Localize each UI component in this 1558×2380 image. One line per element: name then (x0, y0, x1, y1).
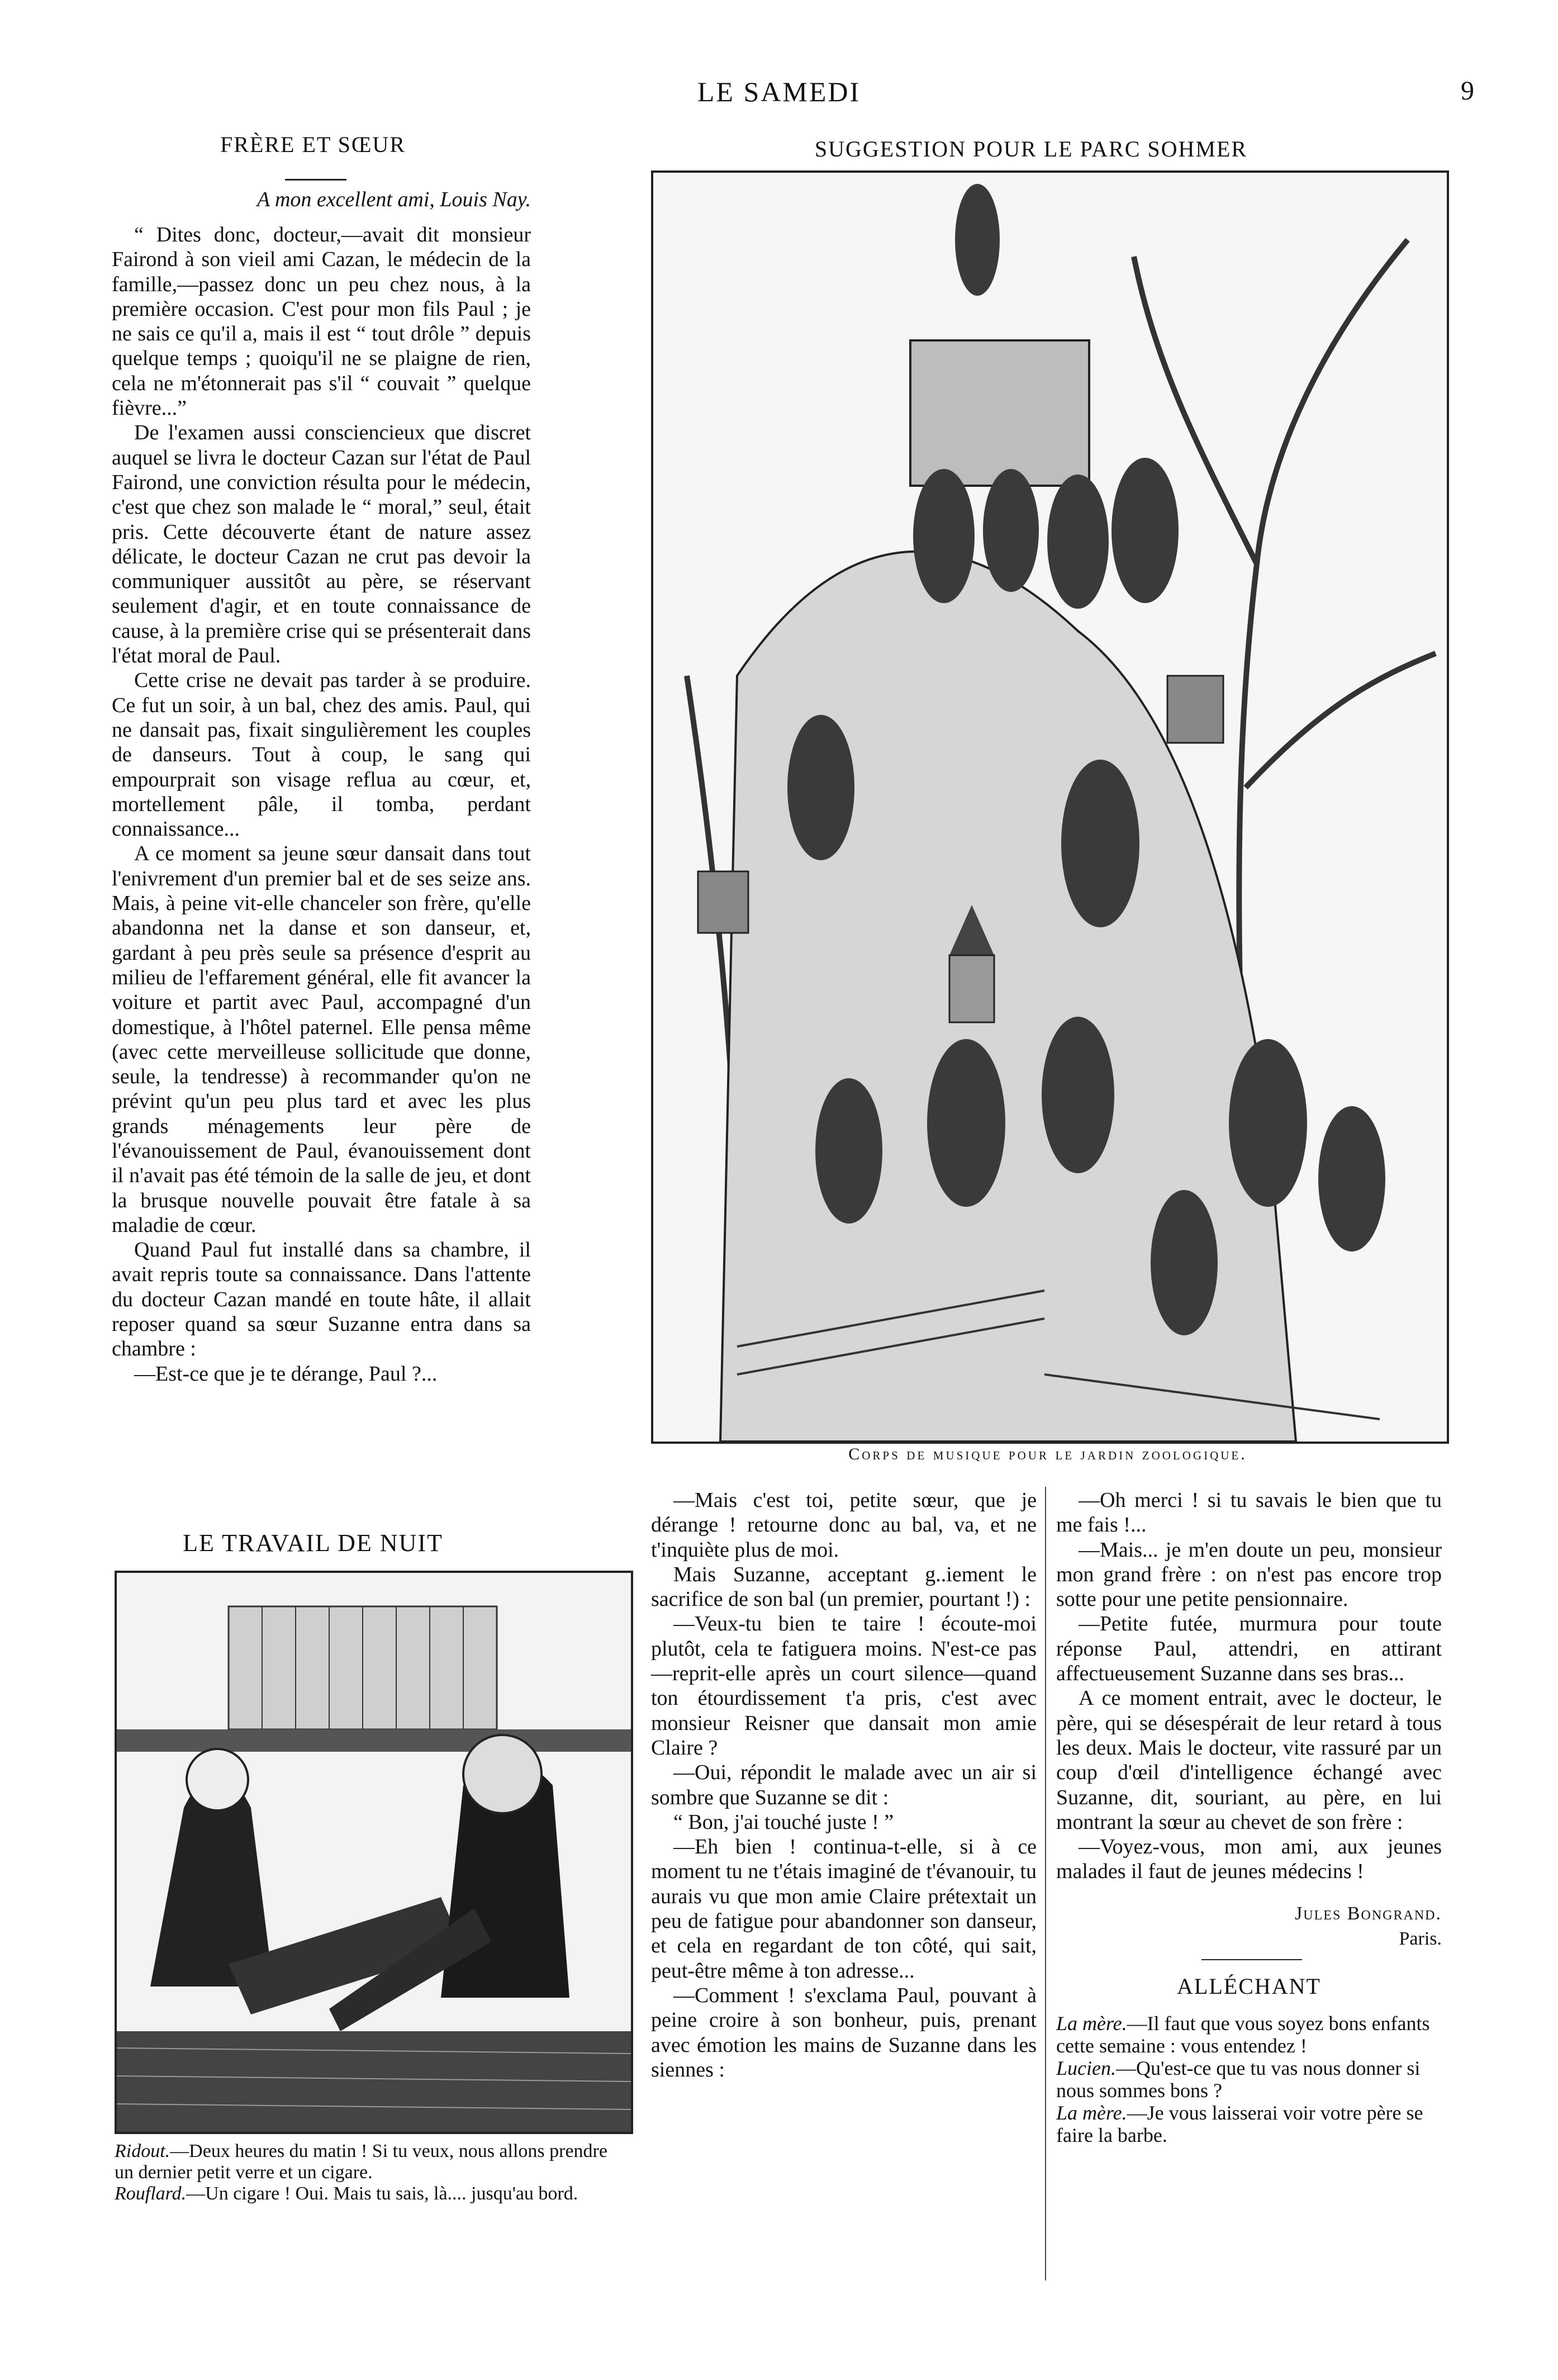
dialogue-line (1056, 2057, 1442, 2102)
paragraph: —Petite futée, murmura pour toute réponse Paul, attendri, en attirant affectueusement Suzanne dans ses bras... (1056, 1612, 1442, 1686)
speaker: Ridout. (115, 2141, 170, 2161)
caption-line (115, 2141, 629, 2183)
section-rule (1201, 1959, 1302, 1960)
dialogue-line (1056, 2012, 1442, 2057)
frere-title: FRÈRE ET SŒUR (220, 132, 406, 157)
paragraph: —Mais c'est toi, petite sœur, que je dérange ! retourne donc au bal, va, et ne t'inquiète plus de moi. (651, 1488, 1037, 1562)
speaker: La mère. (1056, 2012, 1127, 2035)
speaker: La mère. (1056, 2102, 1127, 2124)
speaker: Rouflard. (115, 2183, 187, 2204)
paragraph: —Oui, répondit le malade avec un air si sombre que Suzanne se dit : (651, 1761, 1037, 1809)
dialogue: —Il faut que vous soyez bons enfants cette semaine : vous entendez ! (1056, 2012, 1430, 2057)
paragraph: Mais Suzanne, acceptant g..iement le sacrifice de son bal (un premier, pourtant !) : (651, 1562, 1037, 1611)
page-number: 9 (1461, 76, 1474, 106)
signature: Jules Bongrand. (1295, 1903, 1442, 1924)
night-work-illustration (115, 1571, 633, 2134)
paragraph: —Voyez-vous, mon ami, aux jeunes malades il faut de jeunes médecins ! (1056, 1835, 1442, 1884)
allechant-title: ALLÉCHANT (1177, 1974, 1321, 1999)
paragraph: —Est-ce que je te dérange, Paul ?... (134, 1362, 438, 1386)
paragraph: —Eh bien ! continua-t-elle, si à ce moment tu ne t'étais imaginé de t'évanouir, tu aurais vu que mon amie Claire prétextait un peu de fatigue pour abandonner son danseur, et cela en regardant de ton côté, qui sait, peut-être même à ton adresse... (651, 1835, 1037, 1983)
travail-title: LE TRAVAIL DE NUIT (183, 1529, 443, 1557)
paragraph: Quand Paul fut installé dans sa chambre, il avait repris toute sa connaissance. Dans l'attente du docteur Cazan mandé en toute hâte, il allait reposer quand sa sœur Suzanne entra dans sa chambre : (112, 1238, 531, 1361)
dedication: A mon excellent ami, Louis Nay. (256, 188, 531, 211)
parc-title: SUGGESTION POUR LE PARC SOHMER (814, 136, 1248, 162)
paragraph: De l'examen aussi consciencieux que discret auquel se livra le docteur Cazan sur l'état de Paul Fairond, une conviction résulta pour le médecin, c'est que chez son malade le “ moral,” seul, était pris. Cette découverte étant de nature assez délicate, le docteur Cazan ne crut pas devoir la communiquer aussitôt au père, se réservant seulement d'agir, et en toute connaissance de cause, à la première crise qui se présenterait dans l'état moral de Paul. (112, 421, 531, 668)
allechant-dialogue (1056, 2012, 1442, 2146)
engraving-drawing (653, 173, 1447, 1442)
dialogue: —Un cigare ! Oui. Mais tu sais, là.... jusqu'au bord. (186, 2183, 578, 2204)
engraving-drawing (117, 1573, 631, 2132)
frere-story (112, 222, 531, 1386)
paragraph: “ Bon, j'ai touché juste ! ” (673, 1810, 894, 1834)
paragraph: “ Dites donc, docteur,—avait dit monsieur Fairond à son vieil ami Cazan, le médecin de la famille,—passez donc un peu chez nous, à la première occasion. C'est pour mon fils Paul ; je ne sais ce qu'il a, mais il est “ tout drôle ” depuis quelque temps ; quoiqu'il ne se plaigne de rien, cela ne m'étonnerait pas s'il “ couvait ” quelque fièvre...” (112, 223, 531, 420)
dialogue-line (1056, 2102, 1442, 2146)
paragraph: —Veux-tu bien te taire ! écoute-moi plutôt, cela te fatiguera moins. N'est-ce pas—reprit-elle après un court silence—quand ton étourdissement t'a pris, c'est avec monsieur Reisner que dansait mon amie Claire ? (651, 1612, 1037, 1760)
dialogue: —Je vous laisserai voir votre père se faire la barbe. (1056, 2102, 1423, 2146)
zoo-band-illustration (651, 170, 1449, 1444)
title-rule (285, 179, 346, 181)
masthead: LE SAMEDI (697, 76, 861, 107)
dialogue: —Qu'est-ce que tu vas nous donner si nous sommes bons ? (1056, 2057, 1421, 2102)
middle-column-text (651, 1488, 1037, 2082)
paragraph: —Mais... je m'en doute un peu, monsieur mon grand frère : on n'est pas encore trop sotte pour une petite pensionnaire. (1056, 1538, 1442, 1611)
right-column-text (1056, 1488, 1442, 1884)
dialogue: —Deux heures du matin ! Si tu veux, nous allons prendre un dernier petit verre et un cigare. (115, 2141, 607, 2183)
column-divider (1045, 1487, 1046, 2281)
paragraph: —Oh merci ! si tu savais le bien que tu me fais !... (1056, 1488, 1442, 1537)
caption-line (115, 2183, 629, 2204)
speaker: Lucien. (1056, 2057, 1116, 2079)
paragraph: A ce moment sa jeune sœur dansait dans tout l'enivrement d'un premier bal et de ses seize ans. Mais, à peine vit-elle chanceler son frère, qu'elle abandonna net la danse et son danseur, et, gardant à peu près seule sa présence d'esprit au milieu de l'effarement général, elle fit avancer la voiture et partit avec Paul, accompagné d'un domestique, à l'hôtel paternel. Elle pensa même (avec cette merveilleuse sollicitude que donne, seule, la tendresse) à recommander qu'on ne prévint qu'un peu plus tard et avec les plus grands ménagements leur père de l'évanouissement de Paul, évanouissement dont il n'avait pas été témoin de la salle de jeu, et dont la brusque nouvelle pouvait être fatale à sa maladie de cœur. (112, 842, 531, 1237)
travail-caption (115, 2141, 629, 2204)
paragraph: —Comment ! s'exclama Paul, pouvant à peine croire à son bonheur, puis, prenant avec émotion les mains de Suzanne dans les siennes : (651, 1983, 1037, 2082)
paragraph: A ce moment entrait, avec le docteur, le père, qui se désespérait de leur retard à tous les deux. Mais le docteur, vite rassuré par un coup d'œil d'intelligence échangé avec Suzanne, dit, souriant, au père, en lui montrant la sœur au chevet de son frère : (1056, 1686, 1442, 1834)
signature-place: Paris. (1399, 1928, 1442, 1949)
parc-caption: Corps de musique pour le jardin zoologique. (848, 1445, 1247, 1463)
paragraph: Cette crise ne devait pas tarder à se produire. Ce fut un soir, à un bal, chez des amis. Paul, qui ne dansait pas, fixait singulièrement les couples de danseurs. Tout à coup, le sang qui empourprait son visage reflua au cœur, et, mortellement pâle, il tomba, perdant connaissance... (112, 669, 531, 841)
